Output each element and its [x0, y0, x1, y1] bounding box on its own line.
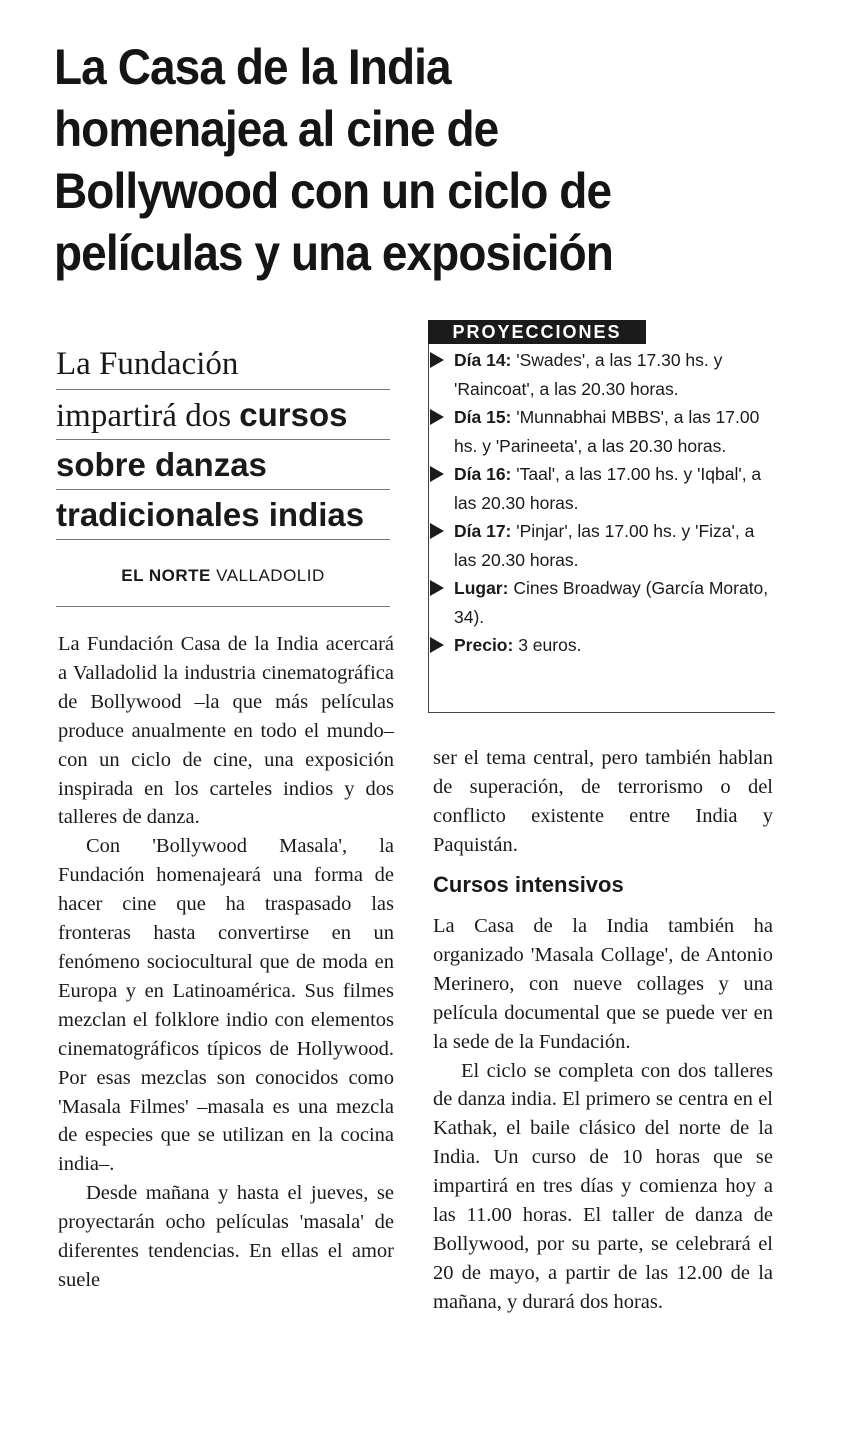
deck-serif-text: impartirá dos: [56, 398, 232, 434]
byline-outlet: EL NORTE: [121, 566, 211, 585]
body-paragraph: La Casa de la India también ha organizado 'Masala Collage', de Antonio Merinero, con nueve collages y una película documental que se puede ver en la sede de la Fundación.: [433, 915, 773, 1053]
body-paragraph: El ciclo se completa con dos talleres de danza india. El primero se centra en el Kathak, el baile clásico del norte de la India. Un curso de 10 horas que se impartirá en tres días y comienza hoy a las 11.00 horas. El taller de danza de Bollywood, por su parte, se celebrará el 20 de mayo, a partir de las 12.00 de la mañana, y durará dos horas.: [433, 1059, 773, 1313]
list-item: [428, 346, 774, 403]
item-text: 'Swades', a las 17.30 hs. y 'Raincoat', a las 20.30 horas.: [454, 350, 723, 399]
headline: [54, 36, 698, 284]
list-item: [428, 574, 774, 631]
arrow-bullet-icon: [430, 523, 444, 539]
list-item: [428, 403, 774, 460]
arrow-bullet-icon: [430, 637, 444, 653]
item-text: 'Pinjar', las 17.00 hs. y 'Fiza', a las 20.30 horas.: [454, 521, 755, 570]
body-paragraph: ser el tema central, pero también hablan de superación, de terrorismo o del conflicto existente entre India y Paquistán.: [433, 747, 773, 856]
byline-city: VALLADOLID: [216, 566, 325, 585]
headline-line: La Casa de la India: [54, 39, 451, 95]
byline: [56, 566, 390, 586]
body-paragraph: Con 'Bollywood Masala', la Fundación homenajeará una forma de hacer cine que ha traspasado las fronteras hasta convertirse en un fenómeno sociocultural que de moda en Europa y en Latinoamérica. Sus filmes mezclan el folklore indio con elementos cinematográficos típicos de Hollywood. Por esas mezclas son conocidos como 'Masala Filmes' –masala es una mezcla de especies que se utilizan en la cocina india–.: [58, 835, 394, 1176]
list-item: [428, 460, 774, 517]
article-column-left: [58, 630, 394, 1295]
item-text: 'Taal', a las 17.00 hs. y 'Iqbal', a las 20.30 horas.: [454, 464, 762, 513]
headline-line: Bollywood con un ciclo de: [54, 163, 612, 219]
list-item: [428, 517, 774, 574]
arrow-bullet-icon: [430, 409, 444, 425]
item-label: Día 14:: [454, 350, 512, 370]
byline-divider: [56, 606, 390, 607]
sidebar-list: [428, 346, 774, 660]
item-label: Día 17:: [454, 521, 512, 541]
body-paragraph: La Fundación Casa de la India acercará a Valladolid la industria cinematográfica de Bollywood –la que más películas produce anualmente en todo el mundo– con un ciclo de cine, una exposición inspirada en los carteles indios y dos talleres de danza.: [58, 633, 394, 829]
item-label: Día 15:: [454, 407, 512, 427]
sidebar-title: PROYECCIONES: [428, 320, 646, 344]
arrow-bullet-icon: [430, 580, 444, 596]
headline-line: homenajea al cine de: [54, 101, 499, 157]
deck-line: sobre danzas: [56, 440, 390, 490]
deck-line: La Fundación: [56, 340, 390, 390]
item-text: Cines Broadway (García Morato, 34).: [454, 578, 769, 627]
item-label: Lugar:: [454, 578, 509, 598]
headline-line: películas y una exposición: [54, 225, 613, 281]
arrow-bullet-icon: [430, 466, 444, 482]
body-paragraph: Desde mañana y hasta el jueves, se proyectarán ocho películas 'masala' de diferentes tendencias. En ellas el amor suele: [58, 1182, 394, 1291]
list-item: [428, 631, 774, 660]
section-subhead: Cursos intensivos: [433, 872, 624, 897]
item-label: Día 16:: [454, 464, 512, 484]
item-text: 'Munnabhai MBBS', a las 17.00 hs. y 'Parineeta', a las 20.30 horas.: [454, 407, 760, 456]
deck-line: [56, 390, 390, 440]
item-label: Precio:: [454, 635, 514, 655]
item-text: 3 euros.: [518, 635, 582, 655]
article-column-right-top: [433, 744, 773, 860]
deck-line: tradicionales indias: [56, 490, 390, 540]
deck-bold-text: cursos: [239, 396, 348, 433]
article-column-right: [433, 912, 773, 1317]
subheadline-deck: [56, 340, 390, 540]
arrow-bullet-icon: [430, 352, 444, 368]
